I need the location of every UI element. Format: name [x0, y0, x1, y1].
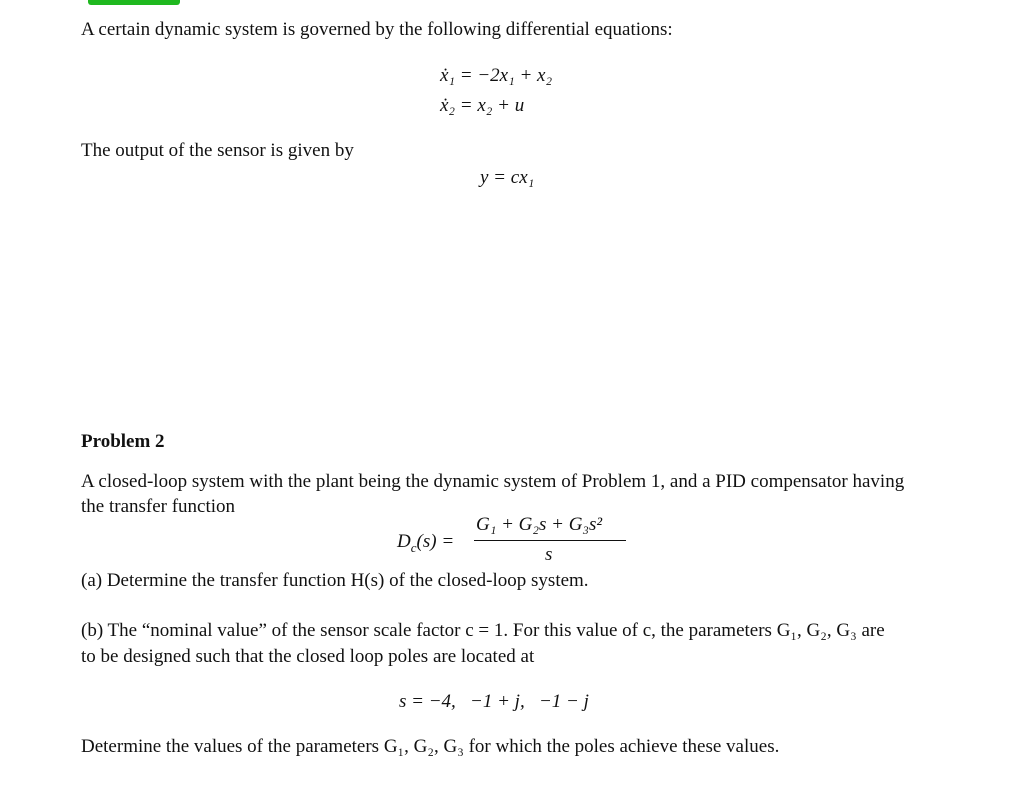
equation-x1-dot	[440, 64, 552, 88]
dc-subscript: c	[410, 539, 417, 555]
problem2-para-line2: the transfer function	[81, 496, 236, 517]
sensor-output-text: The output of the sensor is given by	[81, 140, 354, 161]
problem2-heading: Problem 2	[81, 431, 165, 452]
top-accent-bar	[88, 0, 180, 5]
transfer-denominator-text: s	[545, 544, 553, 565]
pole-locations-text: s = −4, −1 + j, −1 − j	[399, 691, 589, 712]
problem2-para-line1: A closed-loop system with the plant being the dynamic system of Problem 1, and a PID compensator having	[81, 471, 905, 492]
part-b-line1: (b) The “nominal value” of the sensor scale factor c = 1. For this value of c, the parameters G₁, G₂, G₃ are	[81, 620, 885, 641]
final-question: Determine the values of the parameters G₁, G₂, G₃ for which the poles achieve these values.	[81, 736, 780, 757]
transfer-numerator	[476, 513, 602, 537]
transfer-denominator	[545, 543, 552, 567]
equation-x2-dot	[440, 94, 524, 118]
dc-symbol: D	[397, 531, 411, 552]
equation-x1-dot-text: ẋ₁ = −2x₁ + x₂	[440, 65, 553, 86]
part-b-line2: to be designed such that the closed loop poles are located at	[81, 646, 535, 667]
problem1-intro: A certain dynamic system is governed by the following differential equations:	[81, 19, 673, 40]
dc-lhs	[397, 530, 454, 560]
output-equation-text: y = cx₁	[480, 167, 535, 188]
transfer-numerator-text: G₁ + G₂s + G₃s²	[476, 514, 603, 535]
pole-locations	[399, 690, 589, 714]
dc-argument: (s) =	[416, 531, 455, 552]
fraction-bar	[474, 540, 626, 541]
part-a-text: (a) Determine the transfer function H(s) of the closed-loop system.	[81, 570, 589, 591]
equation-x2-dot-text: ẋ₂ = x₂ + u	[440, 95, 525, 116]
output-equation	[480, 166, 534, 190]
